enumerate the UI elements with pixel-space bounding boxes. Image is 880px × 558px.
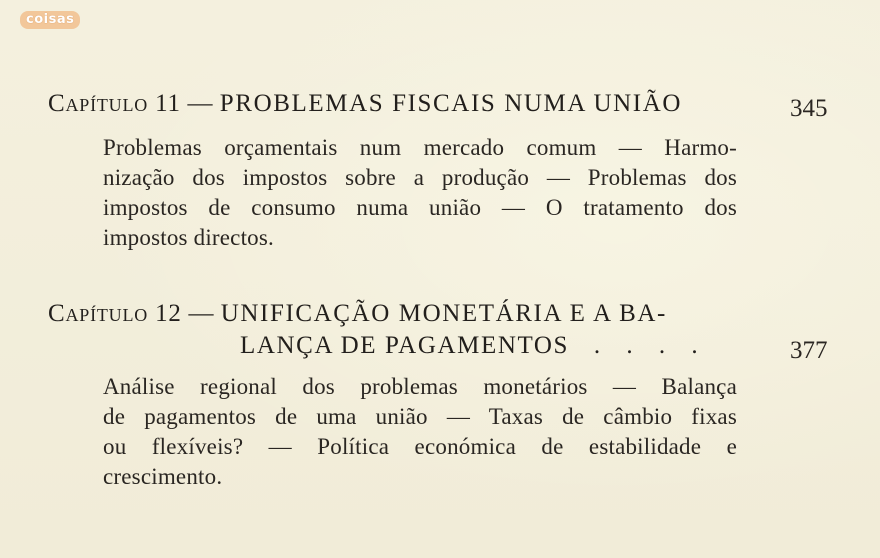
watermark-logo: coisas <box>20 11 80 29</box>
chapter-11-dash: — <box>187 90 214 117</box>
chapter-11-label: Capítulo 11 <box>48 90 181 117</box>
chapter-12-label: Capítulo 12 <box>48 300 182 327</box>
chapter-12-dash: — <box>188 300 214 327</box>
chapter-12-summary-line: Análise regional dos problemas monetários — Balança <box>103 374 737 399</box>
chapter-12-page-number: 377 <box>790 337 828 364</box>
chapter-12-title-line-2: LANÇA DE PAGAMENTOS <box>240 332 570 359</box>
chapter-12-heading-line-2 <box>240 332 708 360</box>
chapter-12-summary-line: de pagamentos de uma união — Taxas de câmbio fixas <box>103 404 737 429</box>
chapter-11-title: PROBLEMAS FISCAIS NUMA UNIÃO <box>219 90 683 117</box>
chapter-11-summary-line: nização dos impostos sobre a produção — Problemas dos <box>103 165 737 190</box>
chapter-12-summary-line: ou flexíveis? — Política económica de estabilidade e <box>103 434 737 459</box>
chapter-12-heading-line-1 <box>48 300 667 328</box>
chapter-12-summary-line: crescimento. <box>103 464 223 489</box>
chapter-12-summary <box>103 372 737 492</box>
chapter-11-heading <box>48 90 682 118</box>
chapter-11-summary-line: impostos directos. <box>103 225 274 250</box>
chapter-11-summary <box>103 133 737 253</box>
chapter-12-leader-dots: . . . . <box>593 332 708 359</box>
chapter-11-summary-line: impostos de consumo numa união — O tratamento dos <box>103 195 737 220</box>
chapter-12-title-line-1: UNIFICAÇÃO MONETÁRIA E A BA- <box>220 300 667 327</box>
chapter-11-page-number: 345 <box>790 95 828 122</box>
chapter-11-summary-line: Problemas orçamentais num mercado comum — Harmo- <box>103 135 737 160</box>
